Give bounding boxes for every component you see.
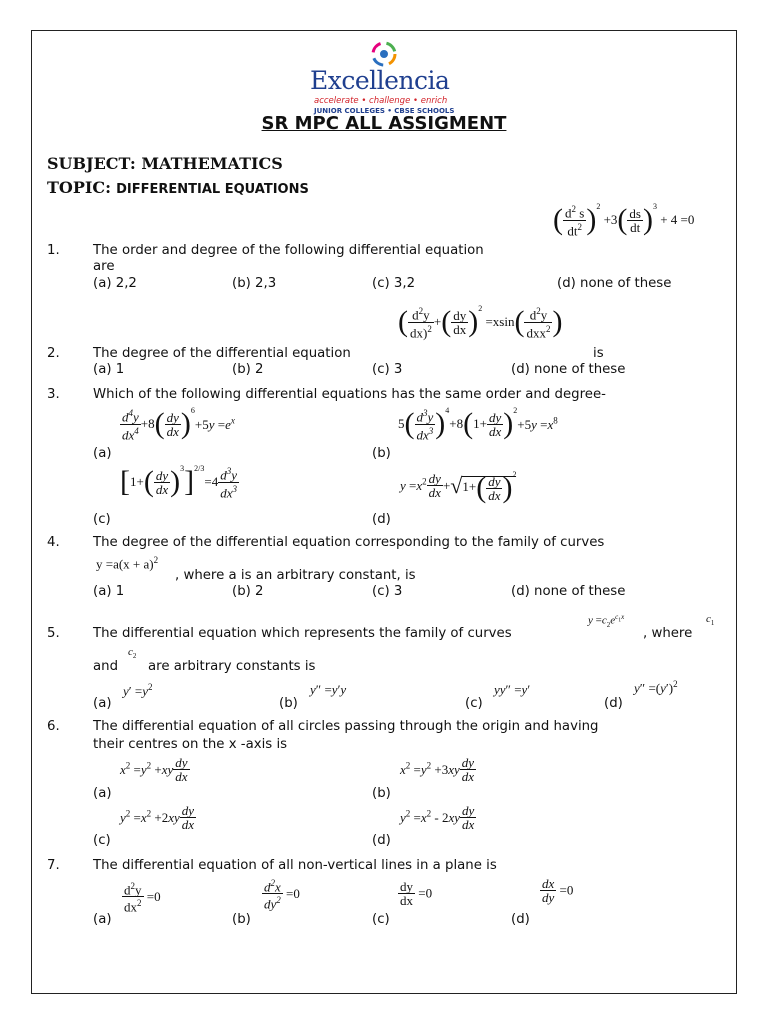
q3-option-d[interactable]: (d)	[372, 512, 391, 527]
q4-option-b[interactable]: (b) 2	[232, 584, 264, 599]
logo-swirl-icon	[370, 40, 398, 68]
q5-equation-c: yy″ =y′	[494, 682, 531, 697]
q6-equation-b: $x^2 =y^2 +3xy$ $\frac{dy}{dx}$	[400, 755, 475, 784]
q6-option-d[interactable]: (d)	[372, 833, 391, 848]
q3-equation-a: $\frac{d^4y}{dx^4}$ +8( $\frac{dy}{dx}$ )$^6+5y =e^x$	[122, 406, 235, 442]
q1-option-b[interactable]: (b) 2,3	[232, 276, 277, 291]
q5-option-d[interactable]: (d)	[604, 696, 623, 711]
q1-text-2: are	[93, 259, 115, 274]
q1-option-c[interactable]: (c) 3,2	[372, 276, 416, 291]
q7-equation-b: $\frac{d^2x}{dy^2}$ =0	[264, 878, 300, 912]
q4-option-a[interactable]: (a) 1	[93, 584, 125, 599]
q7-option-b[interactable]: (b)	[232, 912, 251, 927]
q6-text-2: their centres on the x -axis is	[93, 737, 288, 752]
q5-constant-c2: $c_2$	[128, 646, 137, 661]
q5-option-b[interactable]: (b)	[279, 696, 298, 711]
q4-option-d[interactable]: (d) none of these	[511, 584, 626, 599]
q5-option-a[interactable]: (a)	[93, 696, 112, 711]
q4-number: 4.	[47, 535, 60, 550]
q4-equation: $y =a(x + a)^2$	[96, 555, 159, 572]
subject-heading: SUBJECT: MATHEMATICS	[47, 154, 283, 173]
topic-heading	[47, 178, 309, 197]
q6-number: 6.	[47, 719, 60, 734]
q2-option-c[interactable]: (c) 3	[372, 362, 403, 377]
q5-text-2: are arbitrary constants is	[148, 659, 316, 674]
q1-option-d[interactable]: (d) none of these	[557, 276, 672, 291]
q4-option-c[interactable]: (c) 3	[372, 584, 403, 599]
q3-option-c[interactable]: (c)	[93, 512, 111, 527]
q6-equation-c: $y^2 =x^2 +2xy$ $\frac{dy}{dx}$	[120, 803, 195, 832]
q3-option-a[interactable]: (a)	[93, 446, 112, 461]
q1-option-a[interactable]: (a) 2,2	[93, 276, 137, 291]
q6-text: The differential equation of all circles passing through the origin and having	[93, 719, 599, 734]
q5-equation-a: $y' =y^2$	[123, 682, 153, 699]
q7-number: 7.	[47, 858, 60, 873]
q7-option-d[interactable]: (d)	[511, 912, 530, 927]
q5-text-and: and	[93, 659, 119, 674]
topic-value: DIFFERENTIAL EQUATIONS	[116, 182, 309, 197]
q2-option-b[interactable]: (b) 2	[232, 362, 264, 377]
q3-number: 3.	[47, 387, 60, 402]
q5-equation-d: $y'' =(y')^2$	[634, 679, 678, 696]
q7-option-a[interactable]: (a)	[93, 912, 112, 927]
q5-text: The differential equation which represents the family of curves	[93, 626, 512, 641]
q5-curve-equation: $y =c_2e^{c_1x}$	[588, 613, 625, 629]
q1-equation: ( $\frac{d^2 s}{dt^2}$ )$^2$ +3( $\frac{ds}{dt}$ )$^3$ + 4 =0	[553, 202, 695, 238]
q2-number: 2.	[47, 346, 60, 361]
topic-label: TOPIC:	[47, 178, 111, 197]
logo-tagline: accelerate • challenge • enrich	[314, 96, 448, 106]
q5-equation-b: y″ =y′y	[310, 682, 347, 697]
q1-number: 1.	[47, 243, 60, 258]
q5-option-c[interactable]: (c)	[465, 696, 483, 711]
logo-brand: Excellencia	[310, 66, 450, 95]
q5-text-mid: , where	[643, 626, 693, 641]
q7-text: The differential equation of all non-vertical lines in a plane is	[93, 858, 497, 873]
q2-option-a[interactable]: (a) 1	[93, 362, 125, 377]
q3-equation-d: $y =x^2$ $\frac{dy}{dx}$ +√1+( $\frac{dy}{dx}$ )$^2$	[400, 470, 517, 505]
q6-option-a[interactable]: (a)	[93, 786, 112, 801]
page-title: SR MPC ALL ASSIGMENT	[261, 113, 507, 134]
q6-option-c[interactable]: (c)	[93, 833, 111, 848]
q1-text: The order and degree of the following differential equation	[93, 243, 484, 258]
q7-option-c[interactable]: (c)	[372, 912, 390, 927]
q4-text-2: , where a is an arbitrary constant, is	[175, 568, 416, 583]
q7-equation-a: $\frac{d^2y}{dx^2}$ =0	[124, 881, 161, 915]
q5-number: 5.	[47, 626, 60, 641]
q7-equation-d: $\frac{dx}{dy}$ =0	[542, 876, 574, 905]
q2-equation: ( $\frac{d^2y}{dx)^2}$ +( $\frac{dy}{dx}$ )$^2$ =xsin( $\frac{d^2y}{dxx^2}$ )	[398, 304, 563, 340]
q7-equation-c: $\frac{dy}{dx}$ =0	[400, 879, 433, 908]
q3-option-b[interactable]: (b)	[372, 446, 391, 461]
q3-equation-b: 5( $\frac{d^3y}{dx^3}$ )$^4$+8(1+ $\frac{dy}{dx}$ )$^2+5y =x^8$	[398, 406, 558, 442]
q2-suffix: is	[593, 346, 604, 361]
q6-equation-d: $y^2 =x^2 - 2xy$ $\frac{dy}{dx}$	[400, 803, 475, 832]
q3-text: Which of the following differential equations has the same order and degree-	[93, 387, 606, 402]
q3-equation-c: [1+( $\frac{dy}{dx}$ )$^3$]$^{2/3}$=4 $\frac{d^3y}{dx^3}$	[120, 464, 237, 500]
logo	[306, 40, 466, 120]
q5-constant-c1: $c_1$	[706, 613, 715, 628]
q2-text: The degree of the differential equation	[93, 346, 351, 361]
logo-sub-tagline: JUNIOR COLLEGES • CBSE SCHOOLS	[314, 107, 455, 115]
q2-option-d[interactable]: (d) none of these	[511, 362, 626, 377]
q6-option-b[interactable]: (b)	[372, 786, 391, 801]
q6-equation-a: $x^2 =y^2 +xy$ $\frac{dy}{dx}$	[120, 755, 188, 784]
q4-text: The degree of the differential equation corresponding to the family of curves	[93, 535, 605, 550]
